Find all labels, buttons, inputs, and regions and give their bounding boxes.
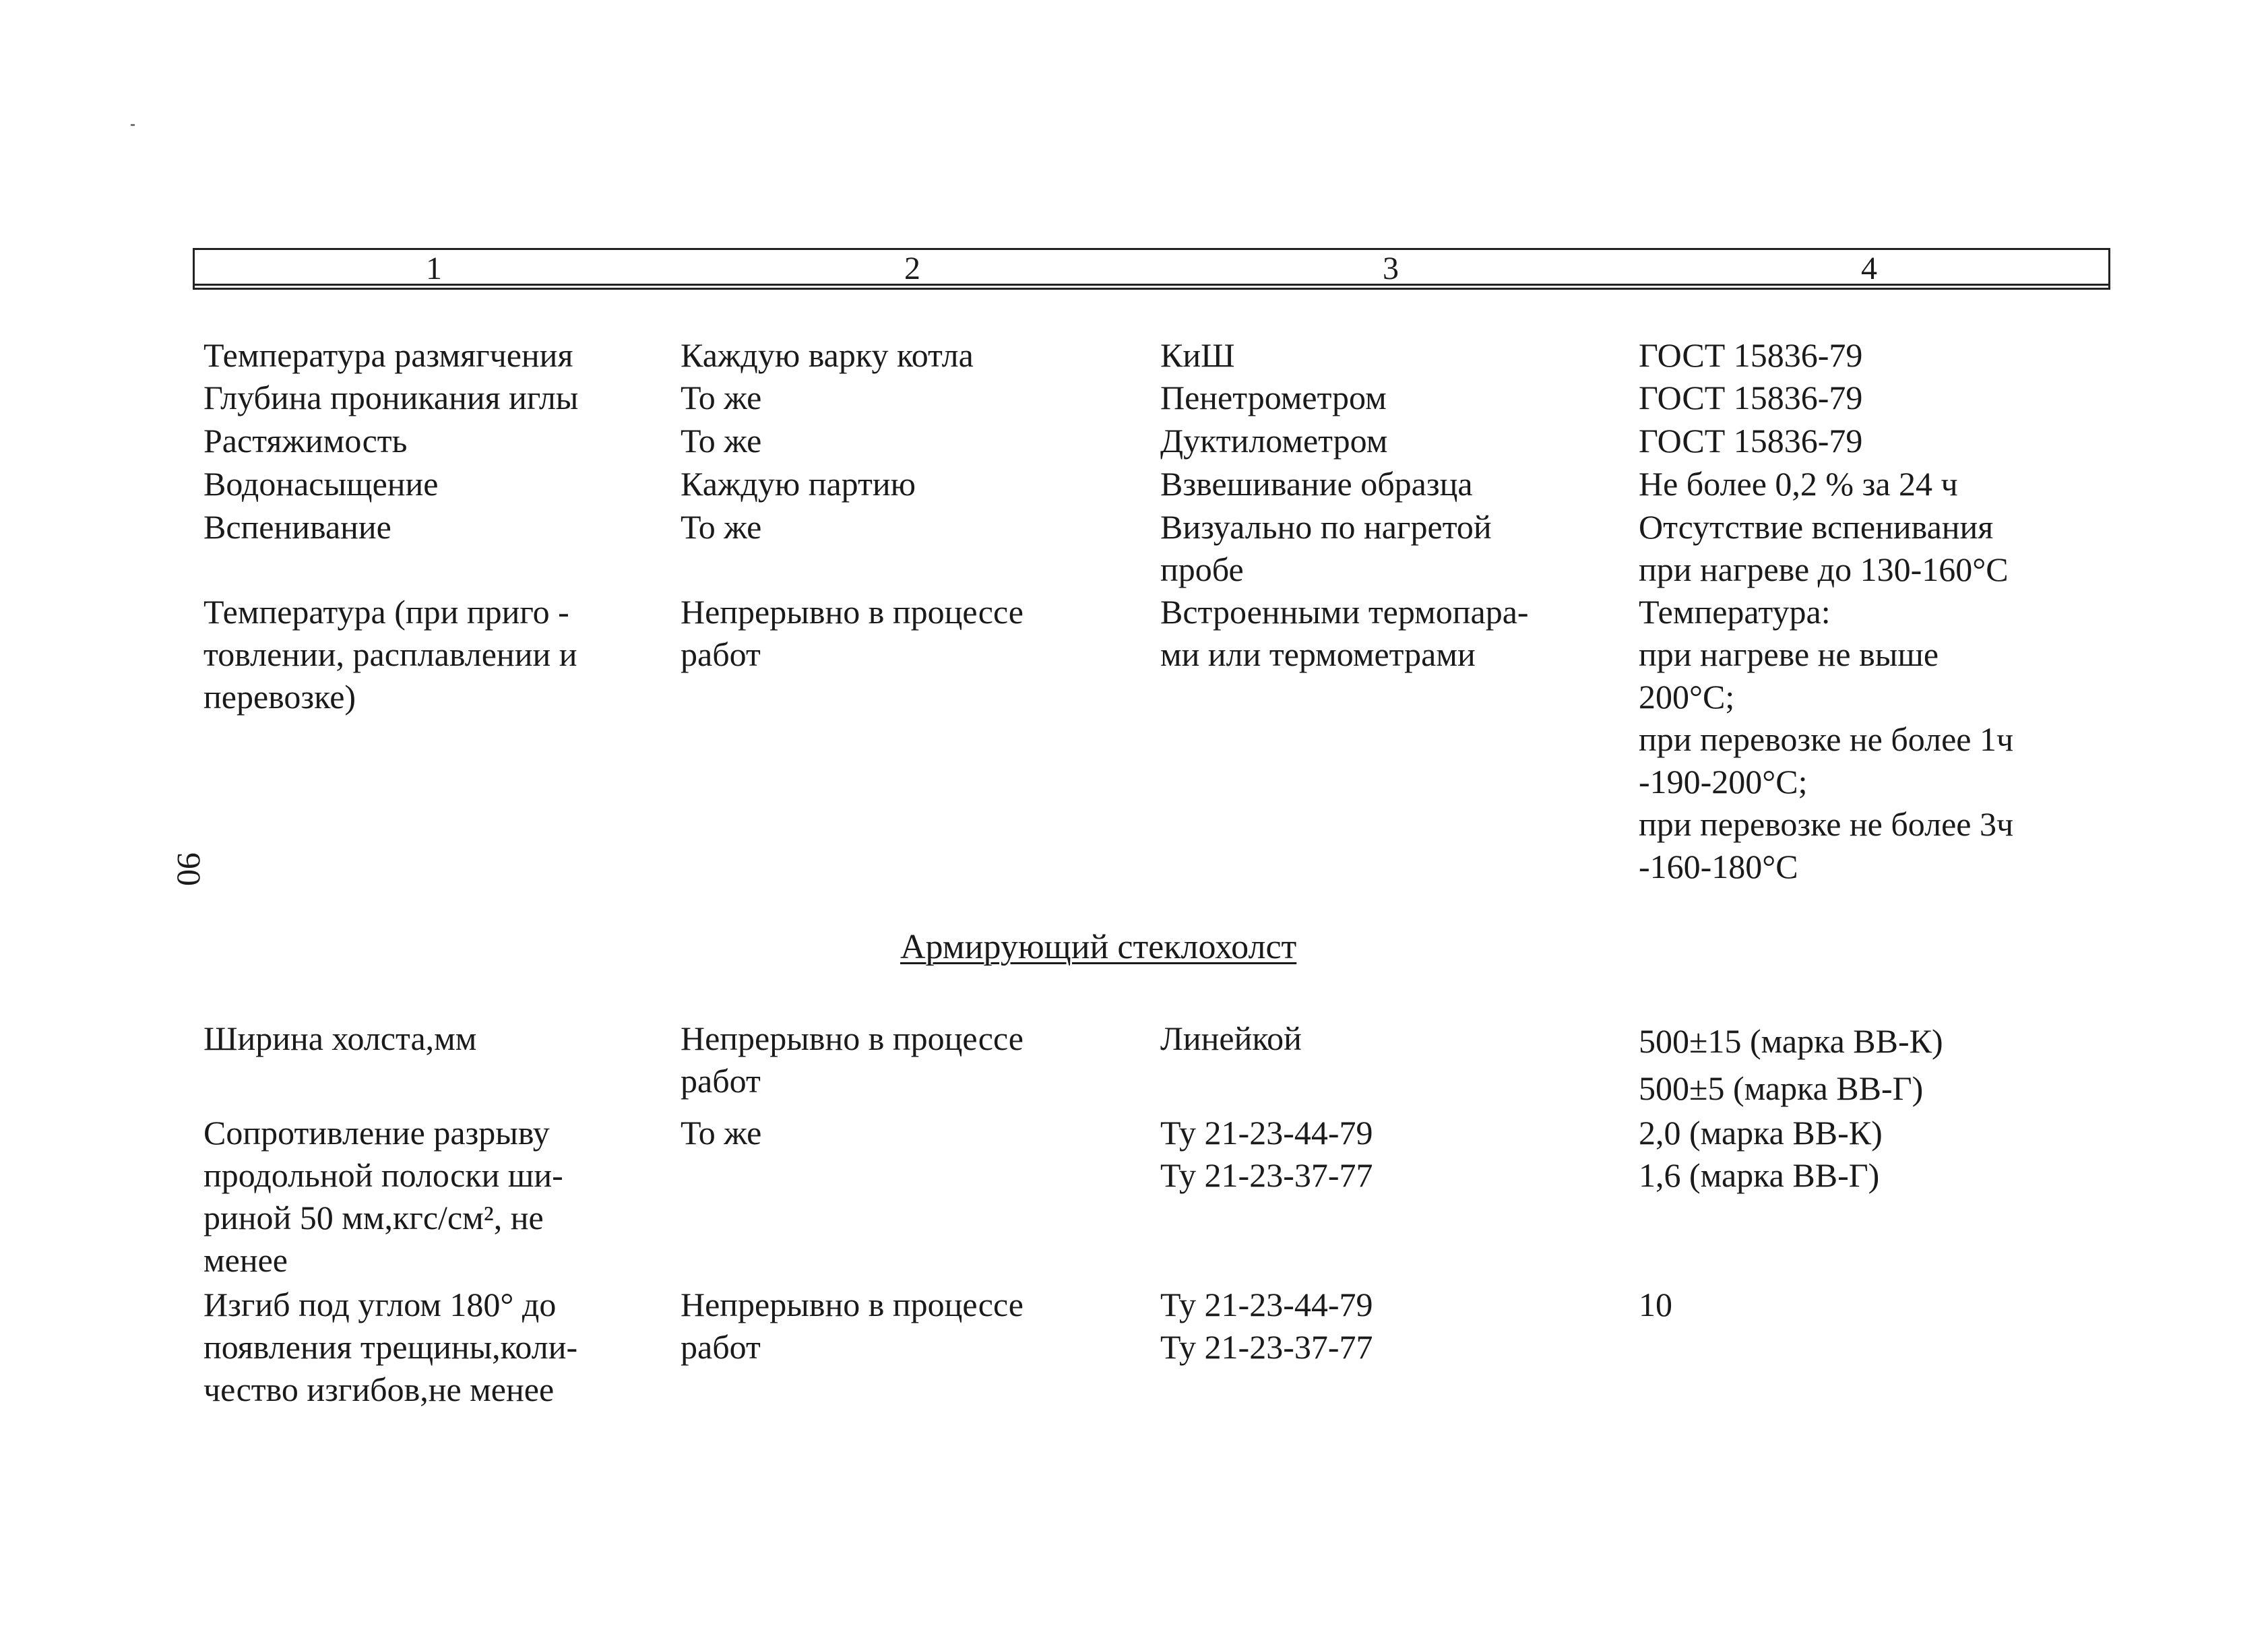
row-frequency: То же — [681, 379, 762, 416]
row-norm: 500±15 (марка ВВ-К) 500±5 (марка ВВ-Г) — [1639, 1022, 1943, 1107]
row-param: Водонасыщение — [203, 465, 439, 503]
row-param: Глубина проникания иглы — [203, 379, 579, 416]
row-method: Дуктилометром — [1160, 422, 1388, 460]
row-method: Пенетрометром — [1160, 379, 1387, 416]
row-method: Взвешивание образца — [1160, 465, 1473, 503]
row-frequency: То же — [681, 508, 762, 546]
row-param: Изгиб под углом 180° до появления трещины,коли- чество изгибов,не менее — [203, 1286, 578, 1408]
row-norm: Температура: при нагреве не выше 200°С; при перевозке не более 1ч -190-200°С; при перевозке не более 3ч -160-180°С — [1639, 593, 2014, 885]
row-frequency: Каждую варку котла — [681, 336, 974, 374]
header-col-3: 3 — [1383, 251, 1399, 286]
row-norm: 10 — [1639, 1286, 1672, 1323]
row-norm: Не более 0,2 % за 24 ч — [1639, 465, 1958, 503]
row-frequency: То же — [681, 422, 762, 460]
row-param: Растяжимость — [203, 422, 408, 460]
row-norm: ГОСТ 15836-79 — [1639, 379, 1863, 416]
scan-speck — [131, 124, 135, 126]
header-col-2: 2 — [904, 251, 920, 286]
row-method: Ту 21-23-44-79 Ту 21-23-37-77 — [1160, 1286, 1373, 1366]
row-param: Вспенивание — [203, 508, 391, 546]
row-frequency: Непрерывно в процессе работ — [681, 1019, 1023, 1100]
section-title: Армирующий стеклохолст — [900, 928, 1297, 966]
row-param: Ширина холста,мм — [203, 1019, 477, 1057]
row-method: Ту 21-23-44-79 Ту 21-23-37-77 — [1160, 1114, 1373, 1194]
row-frequency: Непрерывно в процессе работ — [681, 593, 1023, 673]
row-method: КиШ — [1160, 336, 1235, 374]
table-header — [193, 248, 2110, 290]
row-method: Встроенными термопара- ми или термометрами — [1160, 593, 1529, 673]
header-col-4: 4 — [1861, 251, 1877, 286]
row-frequency: Каждую партию — [681, 465, 916, 503]
row-norm: 2,0 (марка ВВ-К) 1,6 (марка ВВ-Г) — [1639, 1114, 1883, 1194]
row-frequency: Непрерывно в процессе работ — [681, 1286, 1023, 1366]
row-frequency: То же — [681, 1114, 762, 1152]
row-param: Температура размягчения — [203, 336, 573, 374]
row-norm: ГОСТ 15836-79 — [1639, 336, 1863, 374]
row-param: Температура (при приго - товлении, расплавлении и перевозке) — [203, 593, 577, 716]
page-number: 90 — [170, 852, 208, 886]
header-col-1: 1 — [426, 251, 442, 286]
row-method: Визуально по нагретой пробе — [1160, 508, 1492, 588]
row-param: Сопротивление разрыву продольной полоски ши- риной 50 мм,кгс/см², не менее — [203, 1114, 563, 1279]
row-norm: ГОСТ 15836-79 — [1639, 422, 1863, 460]
row-norm: Отсутствие вспенивания при нагреве до 130-160°С — [1639, 508, 2009, 588]
row-method: Линейкой — [1160, 1019, 1302, 1057]
